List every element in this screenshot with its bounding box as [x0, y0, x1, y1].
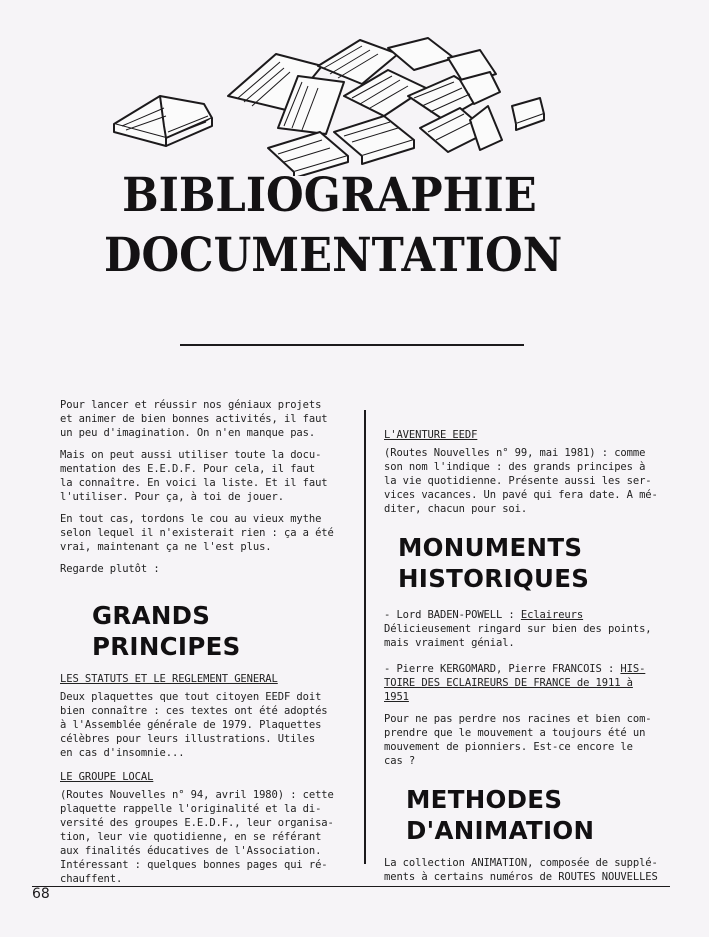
item-racines-text: Pour ne pas perdre nos racines et bien com- prendre que le mouvement a toujours été un mouvement de pionniers. Est-ce encore le cas ?	[384, 713, 652, 767]
item-baden-powell: - Lord BADEN-POWELL : Eclaireurs Délicieusement ringard sur bien des points, mais vraiment génial.	[384, 609, 652, 649]
intro-paragraph-3: En tout cas, tordons le cou au vieux mythe selon lequel il n'existerait rien : ça a été vrai, maintenant ça ne l'est plus.	[60, 513, 334, 553]
item-groupe-local-title: LE GROUPE LOCAL	[60, 771, 154, 783]
item-aventure-title: L'AVENTURE EEDF	[384, 429, 478, 441]
intro-paragraph-1: Pour lancer et réussir nos géniaux projets et animer de bien bonnes activités, il faut un peu d'imagination. On n'en manque pas.	[60, 399, 328, 439]
right-column	[384, 428, 684, 884]
heading-principes: PRINCIPES	[92, 632, 241, 661]
item-collection-animation: La collection ANIMATION, composée de supplé- ments à certains numéros de ROUTES NOUVELLES	[384, 857, 658, 883]
title-documentation: DOCUMENTATION	[104, 228, 563, 283]
page-number: 68	[32, 886, 50, 902]
intro-paragraph-4: Regarde plutôt :	[60, 563, 160, 575]
left-column	[60, 398, 360, 886]
item-kergomard: - Pierre KERGOMARD, Pierre FRANCOIS : HIS- TOIRE DES ECLAIREURS DE FRANCE de 1911 à 1951	[384, 663, 646, 703]
item-statuts-text: Deux plaquettes que tout citoyen EEDF doit bien connaître : ces textes ont été adoptés à l'Assemblée générale de 1979. Plaquettes célèbres pour leurs illustrations. Utiles en cas d'insomnie...	[60, 691, 328, 759]
item-aventure-text: (Routes Nouvelles n° 99, mai 1981) : comme son nom l'indique : des grands principes à la vie quotidienne. Présente aussi les ser- vices vacances. Un pavé qui fera date. A mé- diter, chacun pour soi.	[384, 447, 658, 515]
heading-grands: GRANDS	[92, 601, 211, 630]
column-divider	[364, 410, 366, 864]
heading-historiques: HISTORIQUES	[398, 564, 590, 593]
item-groupe-local-text: (Routes Nouvelles n° 94, avril 1980) : cette plaquette rappelle l'originalité et la di- versité des groupes E.E.D.F., leur organisa- tion, leur vie quotidienne, en se référant aux finalités éducatives de l'Association. Intéressant : quelques bonnes pages qui ré- chauffent.	[60, 789, 334, 885]
heading-monuments: MONUMENTS	[398, 533, 583, 562]
footer-rule	[32, 886, 670, 887]
heading-animation: D'ANIMATION	[406, 816, 595, 845]
heading-methodes: METHODES	[406, 785, 563, 814]
pile-of-books-illustration	[108, 36, 548, 176]
intro-paragraph-2: Mais on peut aussi utiliser toute la docu- mentation des E.E.D.F. Pour cela, il faut la connaître. En voici la liste. Et il faut l'utiliser. Pour ça, à toi de jouer.	[60, 449, 328, 503]
title-bibliographie: BIBLIOGRAPHIE	[122, 168, 537, 223]
item-statuts-title: LES STATUTS ET LE REGLEMENT GENERAL	[60, 673, 278, 685]
title-divider	[180, 344, 524, 346]
